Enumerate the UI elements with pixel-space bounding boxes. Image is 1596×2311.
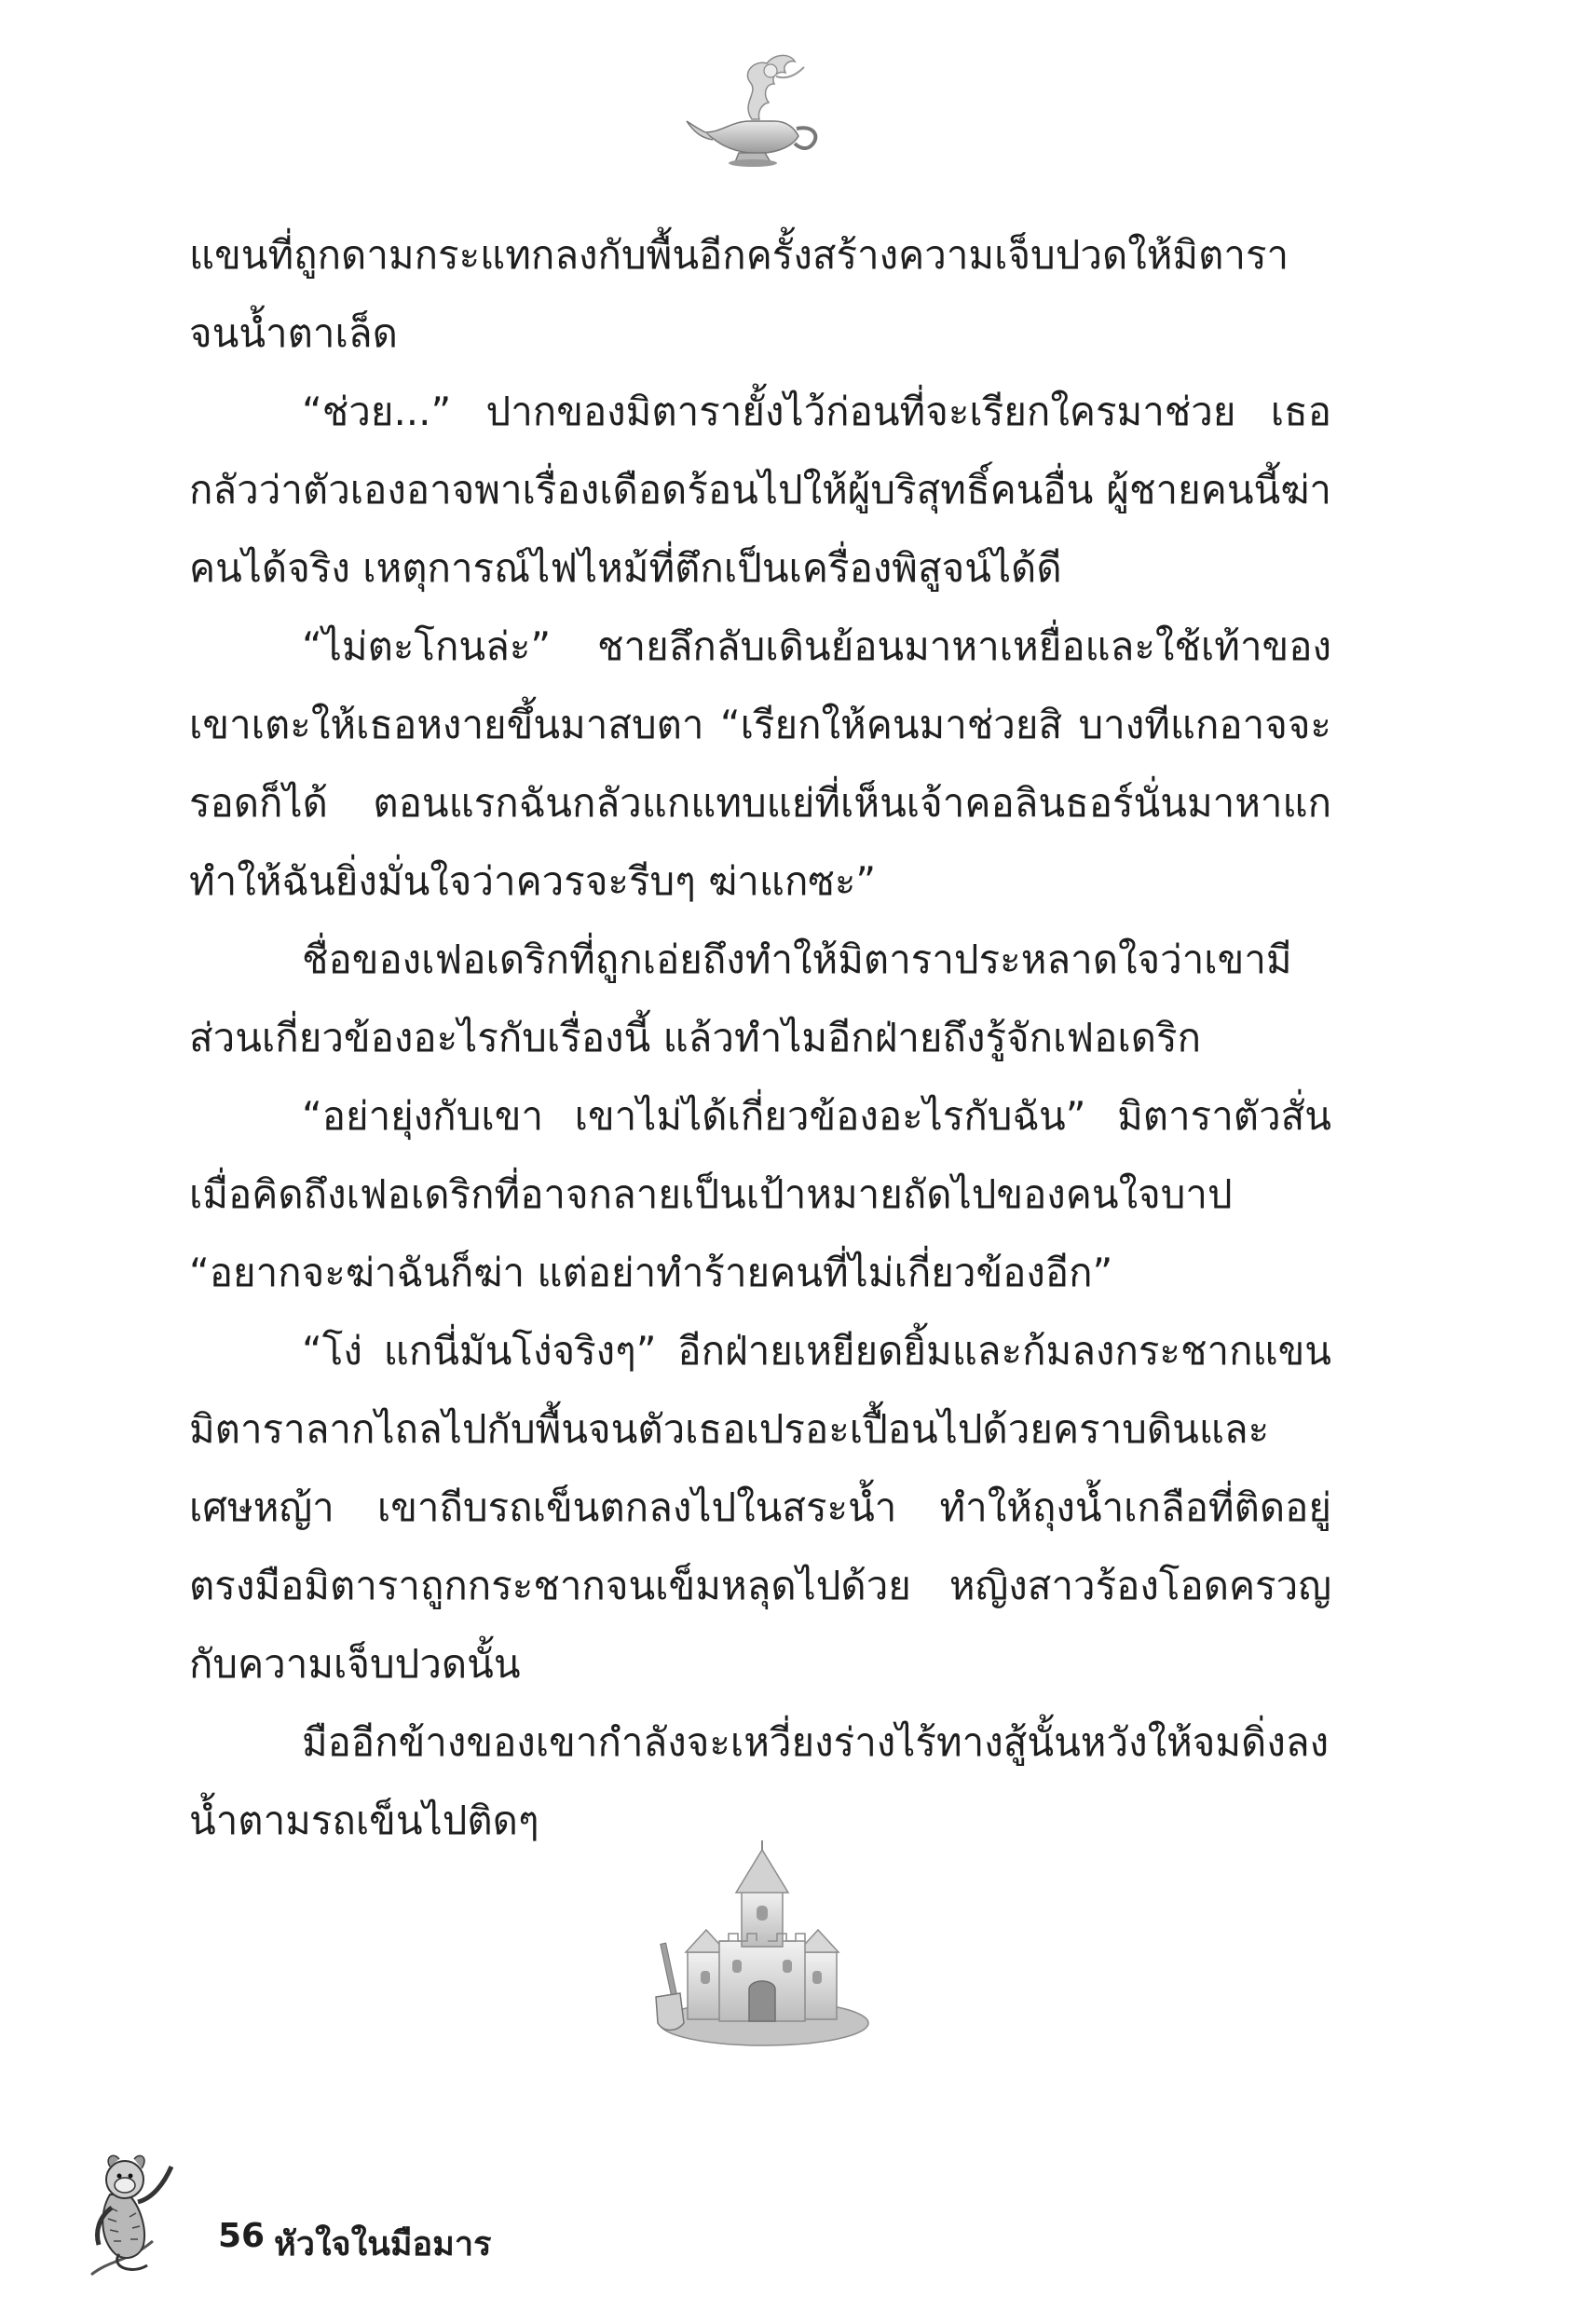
paragraph: ชื่อของเฟอเดริกที่ถูกเอ่ยถึงทำให้มิตาราประหลาดใจว่าเขามีส่วนเกี่ยวข้องอะไรกับเรื่องนี้ แล้วทำไมอีกฝ่ายถึงรู้จักเฟอเดริก (189, 937, 1292, 1060)
paragraph: แขนที่ถูกดามกระแทกลงกับพื้นอีกครั้งสร้างความเจ็บปวดให้มิตาราจนน้ำตาเล็ด (189, 232, 1289, 356)
monkey-icon (82, 2139, 194, 2278)
page-number: 56 (218, 2217, 266, 2255)
paragraph: “ไม่ตะโกนล่ะ” ชายลึกลับเดินย้อนมาหาเหยื่อและใช้เท้าของเขาเตะให้เธอหงายขึ้นมาสบตา “เรียกให้คนมาช่วยสิ บางทีแกอาจจะรอดก็ได้ ตอนแรกฉันกลัวแกแทบแย่ที่เห็นเจ้าคอลินธอร์นั่นมาหาแก ทำให้ฉันยิ่งมั่นใจว่าควรจะรีบๆ ฆ่าแกซะ” (189, 623, 1331, 904)
page-footer (82, 2139, 734, 2278)
sandcastle-icon (643, 1840, 876, 2055)
book-title: หัวใจในมือมาร (274, 2225, 492, 2263)
paragraph: “อย่ายุ่งกับเขา เขาไม่ได้เกี่ยวข้องอะไรกับฉัน” มิตาราตัวสั่นเมื่อคิดถึงเฟอเดริกที่อาจกลายเป็นเป้าหมายถัดไปของคนใจบาป “อยากจะฆ่าฉันก็ฆ่า แต่อย่าทำร้ายคนที่ไม่เกี่ยวข้องอีก” (189, 1093, 1331, 1295)
genie-lamp-icon (685, 47, 825, 168)
paragraph: มืออีกข้างของเขากำลังจะเหวี่ยงร่างไร้ทางสู้นั้นหวังให้จมดิ่งลงน้ำตามรถเข็นไปติดๆ (189, 1719, 1330, 1843)
paragraph: “โง่ แกนี่มันโง่จริงๆ” อีกฝ่ายเหยียดยิ้มและก้มลงกระชากแขนมิตาราลากไถลไปกับพื้นจนตัวเธอเปรอะเปื้อนไปด้วยคราบดินและเศษหญ้า เขาถีบรถเข็นตกลงไปในสระน้ำ ทำให้ถุงน้ำเกลือที่ติดอยู่ตรงมือมิตาราถูกกระชากจนเข็มหลุดไปด้วย หญิงสาวร้องโอดครวญกับความเจ็บปวดนั้น (189, 1328, 1331, 1687)
chapter-body (189, 216, 1331, 1860)
paragraph: “ช่วย...” ปากของมิตารายั้งไว้ก่อนที่จะเรียกใครมาช่วย เธอกลัวว่าตัวเองอาจพาเรื่องเดือดร้อนไปให้ผู้บริสุทธิ์คนอื่น ผู้ชายคนนี้ฆ่าคนได้จริง เหตุการณ์ไฟไหม้ที่ตึกเป็นเครื่องพิสูจน์ได้ดี (189, 389, 1331, 591)
